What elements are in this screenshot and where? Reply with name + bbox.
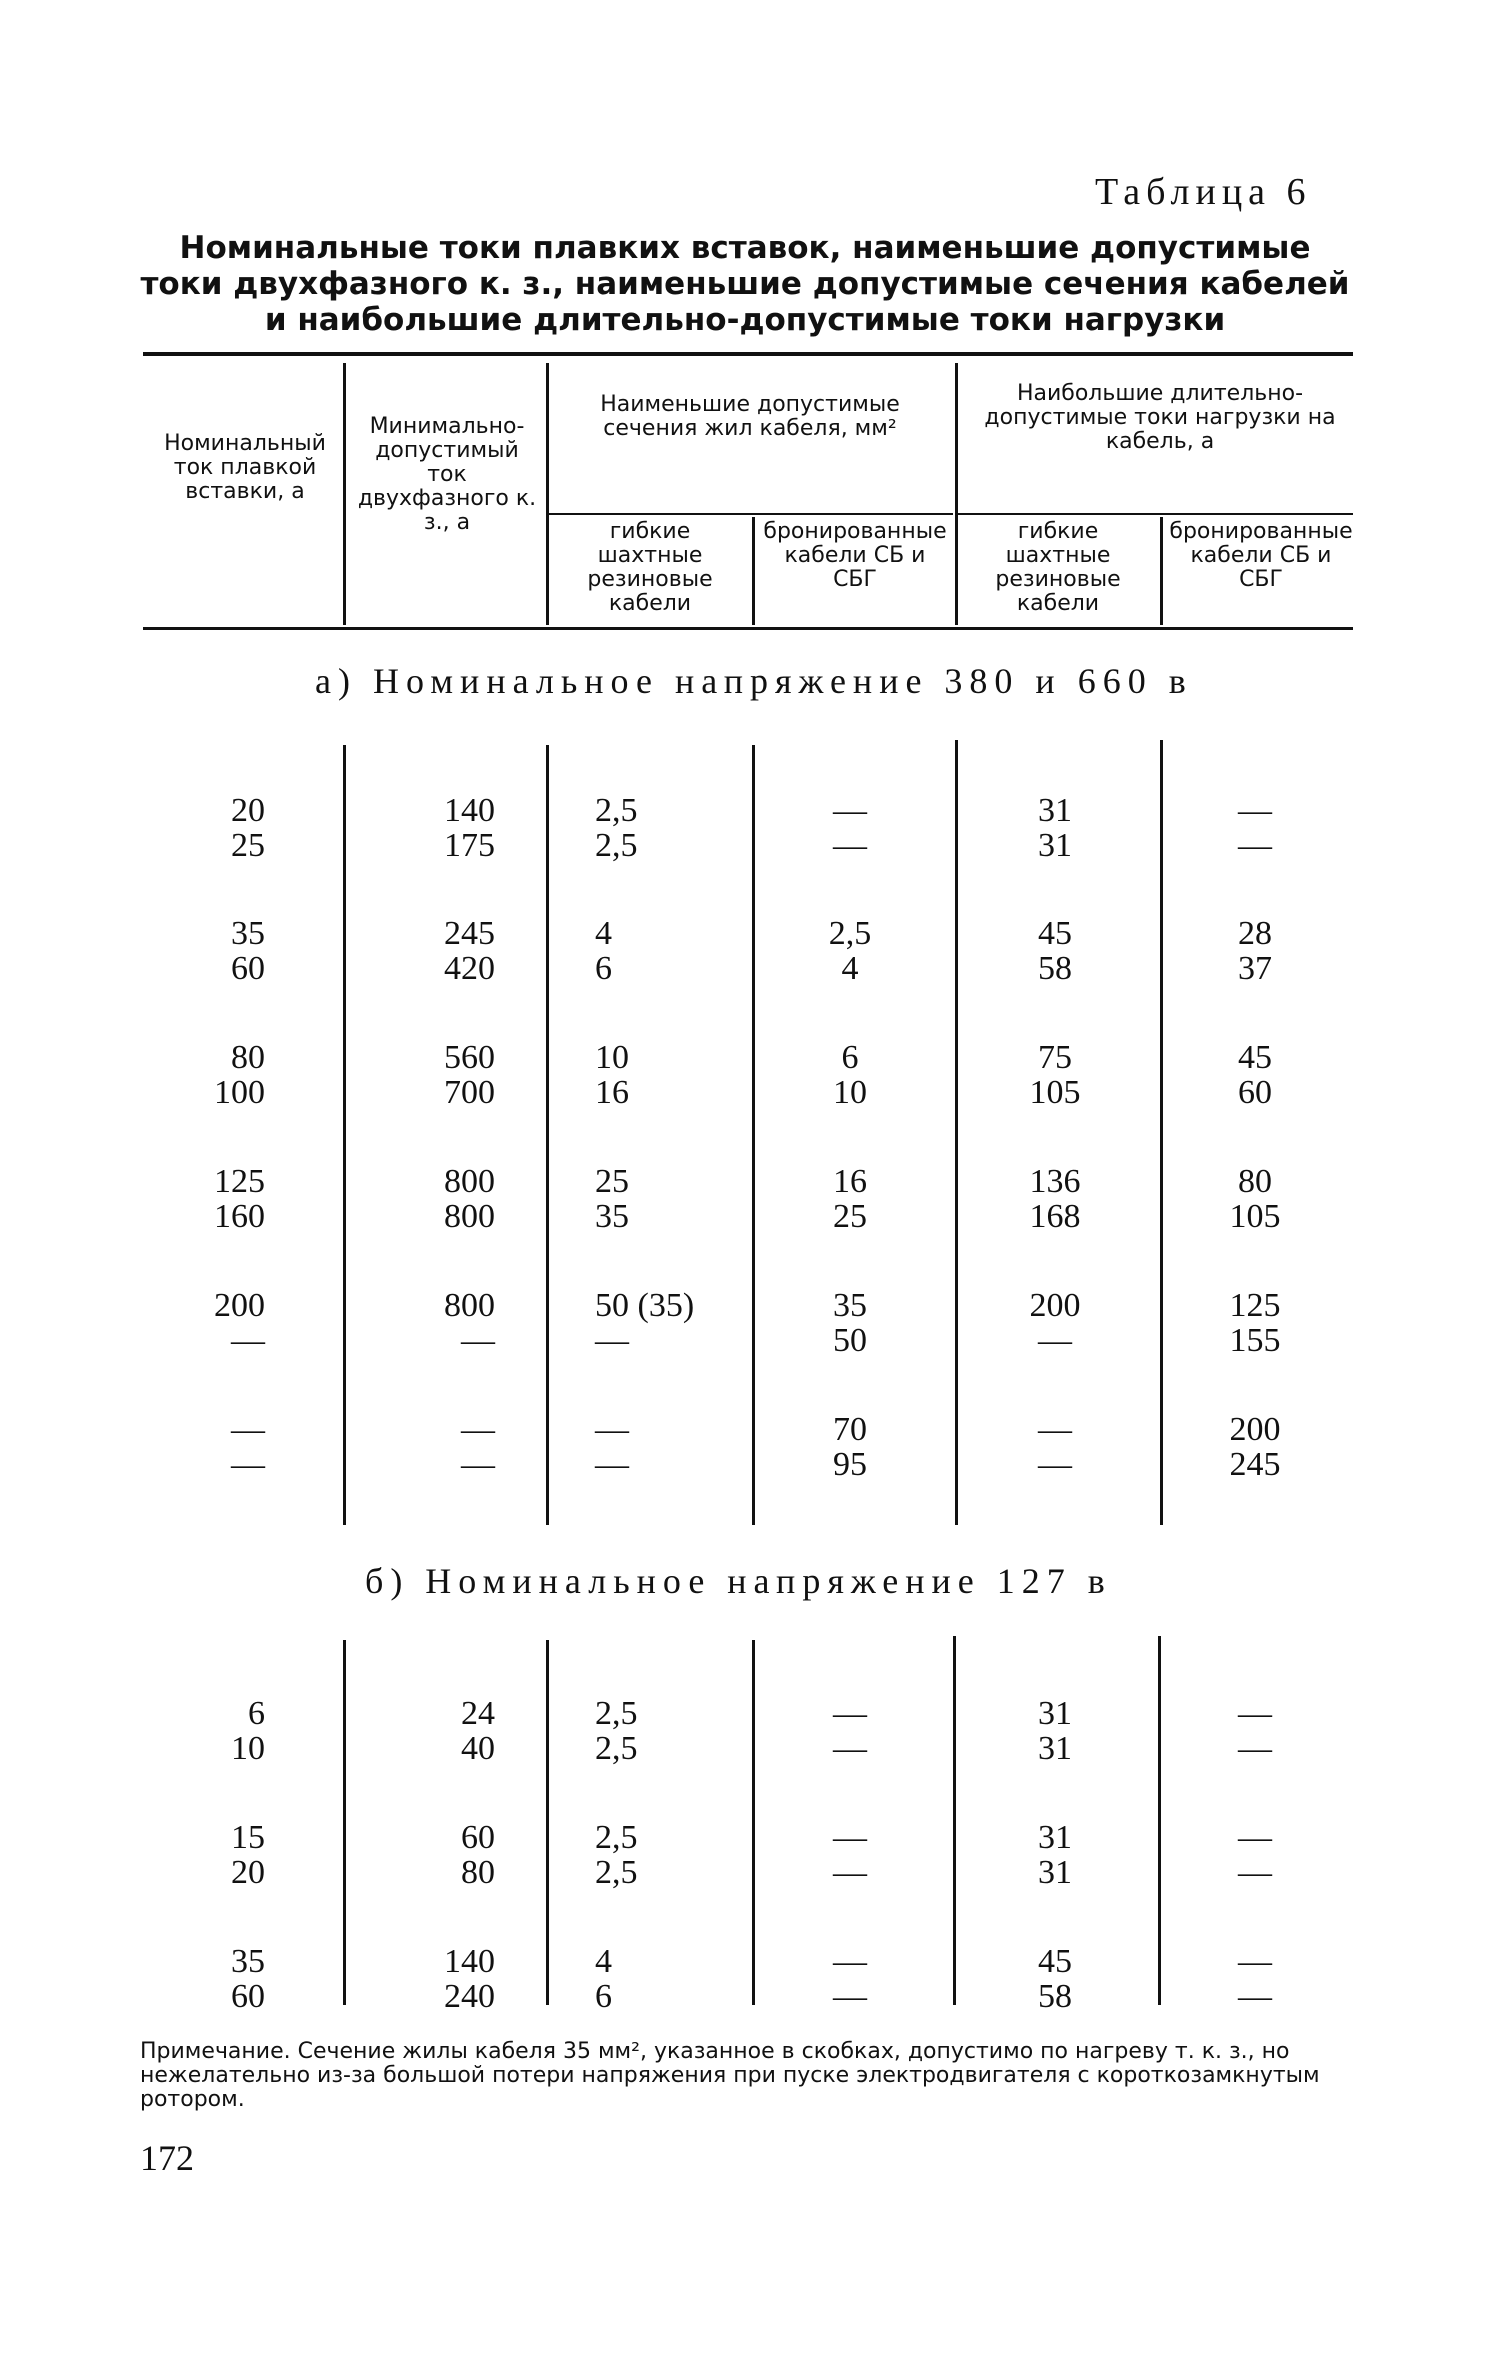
- header-max-load-currents: Наибольшие длительно-допустимые токи нагрузки на кабель, а: [984, 381, 1336, 454]
- section-b-cell: 31: [1038, 1730, 1072, 1767]
- section-a-cell: 75: [1038, 1039, 1072, 1076]
- section-a-cell: 35: [595, 1198, 629, 1235]
- section-b-vline-4: [953, 1636, 956, 2005]
- section-b-cell: 20: [231, 1854, 265, 1891]
- section-a-cell: 4: [841, 950, 859, 987]
- section-b-cell: 4: [595, 1943, 612, 1980]
- section-a-cell: 105: [1029, 1074, 1081, 1111]
- section-a-cell: 35: [833, 1287, 867, 1324]
- header-vline-3: [752, 517, 755, 625]
- section-b-cell: 24: [461, 1695, 495, 1732]
- section-a-cell: 140: [444, 792, 495, 829]
- section-a-cell: 35: [231, 915, 265, 952]
- section-a-cell: 125: [1229, 1287, 1281, 1324]
- section-a-cell: 160: [214, 1198, 265, 1235]
- section-b-cell: 6: [595, 1978, 612, 2015]
- section-a-cell: 125: [214, 1163, 265, 1200]
- section-a-cell: 10: [595, 1039, 629, 1076]
- section-a-cell: 2,5: [595, 827, 638, 864]
- section-a-cell: 245: [444, 915, 495, 952]
- section-b-cell: 140: [444, 1943, 495, 1980]
- section-a-cell: 420: [444, 950, 495, 987]
- section-a-cell: 70: [833, 1411, 867, 1448]
- header-top-rule: [143, 352, 1353, 356]
- section-a-cell: 168: [1029, 1198, 1081, 1235]
- section-a-cell: 105: [1229, 1198, 1281, 1235]
- section-a-cell: —: [595, 1322, 629, 1359]
- section-b-cell: 15: [231, 1819, 265, 1856]
- section-b-cell: 31: [1038, 1854, 1072, 1891]
- section-a-vline-5: [1160, 740, 1163, 1525]
- header-nominal-current: Номинальный ток плавкой вставки, а: [164, 431, 326, 504]
- section-a-cell: 2,5: [828, 915, 872, 952]
- section-a-cell: 560: [444, 1039, 495, 1076]
- section-a-cell: 245: [1229, 1446, 1281, 1483]
- section-b-cell: 240: [444, 1978, 495, 2015]
- section-a-cell: 25: [231, 827, 265, 864]
- section-b-cell: 2,5: [595, 1695, 638, 1732]
- section-a-cell: —: [833, 827, 867, 864]
- header-flexible-cables-2: гибкие шахтные резиновые кабели: [995, 519, 1121, 616]
- header-min-short-circuit: Минимально-допустимый ток двухфазного к. з., а: [357, 414, 537, 535]
- section-a-cell: 80: [1238, 1163, 1272, 1200]
- section-b-vline-3: [752, 1640, 755, 2005]
- section-a-cell: —: [461, 1446, 495, 1483]
- section-a-cell: —: [1038, 1411, 1072, 1448]
- section-a-cell: —: [461, 1411, 495, 1448]
- section-b-cell: —: [833, 1943, 867, 1980]
- section-a-cell: 16: [833, 1163, 867, 1200]
- section-a-cell: —: [1038, 1322, 1072, 1359]
- table-label: Таблица 6: [1095, 171, 1312, 213]
- header-vline-4: [955, 363, 958, 625]
- section-b-vline-1: [343, 1640, 346, 2005]
- section-b-vline-5: [1158, 1636, 1161, 2005]
- section-a-vline-2: [546, 745, 549, 1525]
- section-b-cell: —: [1238, 1854, 1272, 1891]
- section-b-cell: 80: [461, 1854, 495, 1891]
- section-b-cell: 40: [461, 1730, 495, 1767]
- section-a-cell: —: [833, 792, 867, 829]
- section-a-cell: 175: [444, 827, 495, 864]
- section-b-cell: 35: [231, 1943, 265, 1980]
- header-vline-2: [546, 363, 549, 625]
- section-b-cell: —: [1238, 1695, 1272, 1732]
- section-b-cell: 45: [1038, 1943, 1072, 1980]
- section-a-cell: 31: [1038, 827, 1072, 864]
- section-b-cell: —: [833, 1730, 867, 1767]
- section-a-cell: —: [595, 1411, 629, 1448]
- header-vline-1: [343, 363, 346, 625]
- section-b-cell: —: [1238, 1819, 1272, 1856]
- section-a-cell: 60: [1238, 1074, 1272, 1111]
- page-number: 172: [140, 2138, 194, 2178]
- section-b-cell: —: [833, 1819, 867, 1856]
- section-a-cell: —: [231, 1446, 265, 1483]
- section-a-cell: —: [461, 1322, 495, 1359]
- header-bottom-rule: [143, 627, 1353, 630]
- header-vline-5: [1160, 517, 1163, 625]
- section-a-cell: 25: [833, 1198, 867, 1235]
- section-b-cell: —: [833, 1978, 867, 2015]
- section-a-cell: —: [231, 1322, 265, 1359]
- section-a-title: а) Номинальное напряжение 380 и 660 в: [315, 661, 1193, 701]
- section-b-cell: —: [1238, 1978, 1272, 2015]
- section-b-cell: 60: [231, 1978, 265, 2015]
- section-b-title: б) Номинальное напряжение 127 в: [365, 1561, 1112, 1601]
- section-a-cell: 37: [1238, 950, 1272, 987]
- section-b-vline-2: [546, 1640, 549, 2005]
- section-a-cell: 58: [1038, 950, 1072, 987]
- section-b-cell: —: [833, 1854, 867, 1891]
- section-a-cell: 10: [833, 1074, 867, 1111]
- header-min-sections: Наименьшие допустимые сечения жил кабеля, мм²: [600, 392, 900, 441]
- section-a-cell: 60: [231, 950, 265, 987]
- section-a-cell: 80: [231, 1039, 265, 1076]
- section-a-cell: 2,5: [595, 792, 638, 829]
- section-a-vline-4: [955, 740, 958, 1525]
- header-armored-cables: бронированные кабели СБ и СБГ: [763, 519, 947, 592]
- header-flexible-cables: гибкие шахтные резиновые кабели: [587, 519, 713, 616]
- section-b-cell: 10: [231, 1730, 265, 1767]
- section-a-cell: —: [1238, 792, 1272, 829]
- section-a-vline-3: [752, 745, 755, 1525]
- section-b-cell: 31: [1038, 1695, 1072, 1732]
- section-a-cell: —: [595, 1446, 629, 1483]
- section-a-cell: —: [231, 1411, 265, 1448]
- section-b-cell: 2,5: [595, 1730, 638, 1767]
- section-a-cell: 6: [841, 1039, 859, 1076]
- section-a-cell: 20: [231, 792, 265, 829]
- section-a-cell: 6: [595, 950, 612, 987]
- section-a-cell: 28: [1238, 915, 1272, 952]
- header-mid-rule-2: [958, 513, 1353, 515]
- section-a-cell: 136: [1029, 1163, 1081, 1200]
- section-a-cell: 200: [1229, 1411, 1281, 1448]
- section-b-cell: —: [833, 1695, 867, 1732]
- section-b-cell: 6: [248, 1695, 265, 1732]
- section-a-cell: 800: [444, 1163, 495, 1200]
- header-armored-cables-2: бронированные кабели СБ и СБГ: [1169, 519, 1353, 592]
- section-a-cell: 95: [833, 1446, 867, 1483]
- section-a-cell: 200: [1029, 1287, 1081, 1324]
- section-a-vline-1: [343, 745, 346, 1525]
- section-a-cell: 50: [833, 1322, 867, 1359]
- header-mid-rule-1: [548, 513, 953, 515]
- section-a-cell: 45: [1038, 915, 1072, 952]
- section-a-cell: —: [1038, 1446, 1072, 1483]
- section-a-cell: 700: [444, 1074, 495, 1111]
- section-a-cell: 155: [1229, 1322, 1281, 1359]
- section-b-cell: —: [1238, 1943, 1272, 1980]
- section-a-cell: 16: [595, 1074, 629, 1111]
- section-a-cell: 800: [444, 1198, 495, 1235]
- table-title: Номинальные токи плавких вставок, наименьшие допустимые токи двухфазного к. з., наименьшие допустимые сечения кабелей и наибольшие длительно-допустимые токи нагрузки: [140, 230, 1350, 338]
- section-b-cell: 58: [1038, 1978, 1072, 2015]
- section-a-cell: 800: [444, 1287, 495, 1324]
- section-a-cell: —: [1238, 827, 1272, 864]
- section-a-cell: 100: [214, 1074, 265, 1111]
- section-b-cell: 31: [1038, 1819, 1072, 1856]
- section-b-cell: 2,5: [595, 1819, 638, 1856]
- section-a-cell: 31: [1038, 792, 1072, 829]
- section-a-cell: 50 (35): [595, 1287, 695, 1324]
- section-a-cell: 25: [595, 1163, 629, 1200]
- section-b-cell: 60: [461, 1819, 495, 1856]
- section-b-cell: 2,5: [595, 1854, 638, 1891]
- section-a-cell: 200: [214, 1287, 265, 1324]
- section-a-cell: 45: [1238, 1039, 1272, 1076]
- footnote: Примечание. Сечение жилы кабеля 35 мм², указанное в скобках, допустимо по нагреву т. к. з., но нежелательно из-за большой потери напряжения при пуске электродвигателя с короткозамкнутым ротором.: [140, 2039, 1320, 2112]
- section-b-cell: —: [1238, 1730, 1272, 1767]
- section-a-cell: 4: [595, 915, 612, 952]
